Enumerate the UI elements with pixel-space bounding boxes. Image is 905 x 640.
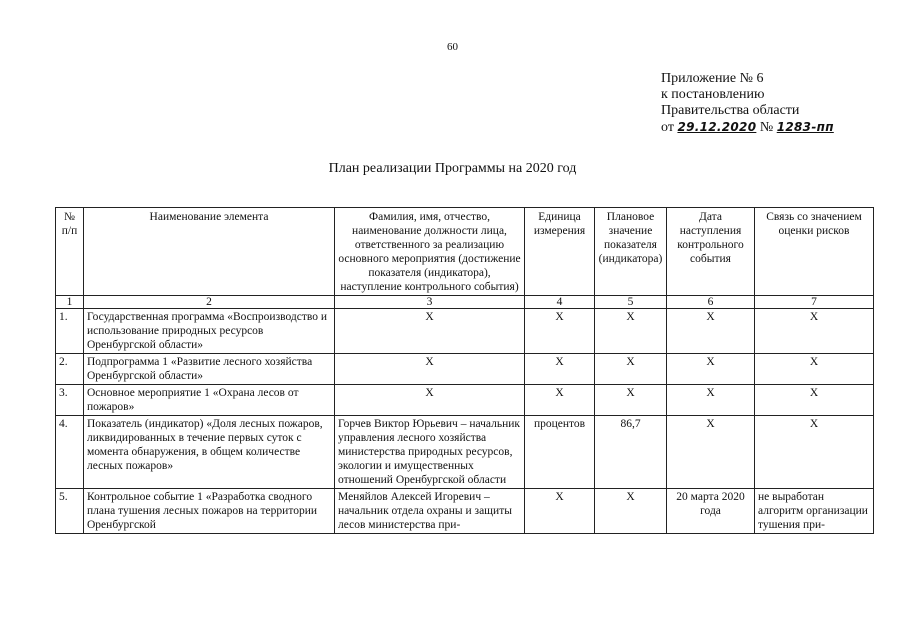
row-responsible: X — [335, 354, 525, 385]
row-unit: X — [525, 385, 595, 416]
row-responsible: X — [335, 309, 525, 354]
index-cell: 2 — [84, 296, 335, 309]
row-unit: X — [525, 309, 595, 354]
row-event-date: X — [667, 416, 755, 489]
table-row — [56, 489, 874, 534]
header-cell: Единица измерения — [525, 208, 595, 296]
row-risk-link: X — [755, 309, 874, 354]
table-row — [56, 354, 874, 385]
row-risk-link: X — [755, 354, 874, 385]
row-risk-link: X — [755, 385, 874, 416]
row-responsible: Меняйлов Алексей Игоревич – начальник отдела охраны и защиты лесов министерства при- — [335, 489, 525, 534]
index-cell: 1 — [56, 296, 84, 309]
row-plan-value: X — [595, 309, 667, 354]
index-cell: 7 — [755, 296, 874, 309]
row-plan-value: 86,7 — [595, 416, 667, 489]
row-number: 4. — [56, 416, 84, 489]
row-event-date: X — [667, 354, 755, 385]
row-element-name: Контрольное событие 1 «Разработка сводного плана тушения лесных пожаров на территории Оренбургской — [84, 489, 335, 534]
row-risk-link: X — [755, 416, 874, 489]
table-row — [56, 309, 874, 354]
table-row — [56, 416, 874, 489]
header-cell: № п/п — [56, 208, 84, 296]
row-plan-value: X — [595, 489, 667, 534]
row-number: 3. — [56, 385, 84, 416]
row-event-date: 20 марта 2020 года — [667, 489, 755, 534]
index-cell: 4 — [525, 296, 595, 309]
row-number: 2. — [56, 354, 84, 385]
row-element-name: Показатель (индикатор) «Доля лесных пожаров, ликвидированных в течение первых суток с момента обнаружения, в общем количестве лесных пожаров» — [84, 416, 335, 489]
index-cell: 6 — [667, 296, 755, 309]
row-element-name: Подпрограмма 1 «Развитие лесного хозяйства Оренбургской области» — [84, 354, 335, 385]
row-responsible: X — [335, 385, 525, 416]
row-plan-value: X — [595, 354, 667, 385]
row-event-date: X — [667, 309, 755, 354]
row-responsible: Горчев Виктор Юрьевич – начальник управления лесного хозяйства министерства природных ресурсов, экологии и имущественных отношений Оренбургской области — [335, 416, 525, 489]
row-element-name: Государственная программа «Воспроизводство и использование природных ресурсов Оренбургской области» — [84, 309, 335, 354]
row-unit: процентов — [525, 416, 595, 489]
header-cell: Наименование элемента — [84, 208, 335, 296]
row-number: 5. — [56, 489, 84, 534]
appendix-number-sign: № — [759, 120, 774, 135]
page-number: 60 — [447, 41, 458, 53]
row-plan-value: X — [595, 385, 667, 416]
table-row — [56, 385, 874, 416]
document-title: План реализации Программы на 2020 год — [328, 161, 577, 176]
row-unit: X — [525, 489, 595, 534]
appendix-line-2: к постановлению — [661, 87, 765, 102]
plan-table — [55, 207, 874, 534]
row-event-date: X — [667, 385, 755, 416]
row-risk-link: не выработан алгоритм организации тушения при- — [755, 489, 874, 534]
appendix-number: 1283-пп — [776, 120, 834, 134]
appendix-line-3: Правительства области — [661, 103, 800, 118]
row-element-name: Основное мероприятие 1 «Охрана лесов от пожаров» — [84, 385, 335, 416]
appendix-prefix: от — [661, 120, 674, 135]
index-cell: 3 — [335, 296, 525, 309]
appendix-line-1: Приложение № 6 — [661, 71, 764, 86]
header-cell: Дата наступления контрольного события — [667, 208, 755, 296]
header-cell: Плановое значение показателя (индикатора) — [595, 208, 667, 296]
header-row — [56, 208, 874, 296]
index-cell: 5 — [595, 296, 667, 309]
row-unit: X — [525, 354, 595, 385]
index-row — [56, 296, 874, 309]
header-cell: Фамилия, имя, отчество, наименование должности лица, ответственного за реализацию основного мероприятия (достижение показателя (индикатора), наступление контрольного события) — [335, 208, 525, 296]
header-cell: Связь со значением оценки рисков — [755, 208, 874, 296]
appendix-date: 29.12.2020 — [677, 120, 757, 134]
row-number: 1. — [56, 309, 84, 354]
